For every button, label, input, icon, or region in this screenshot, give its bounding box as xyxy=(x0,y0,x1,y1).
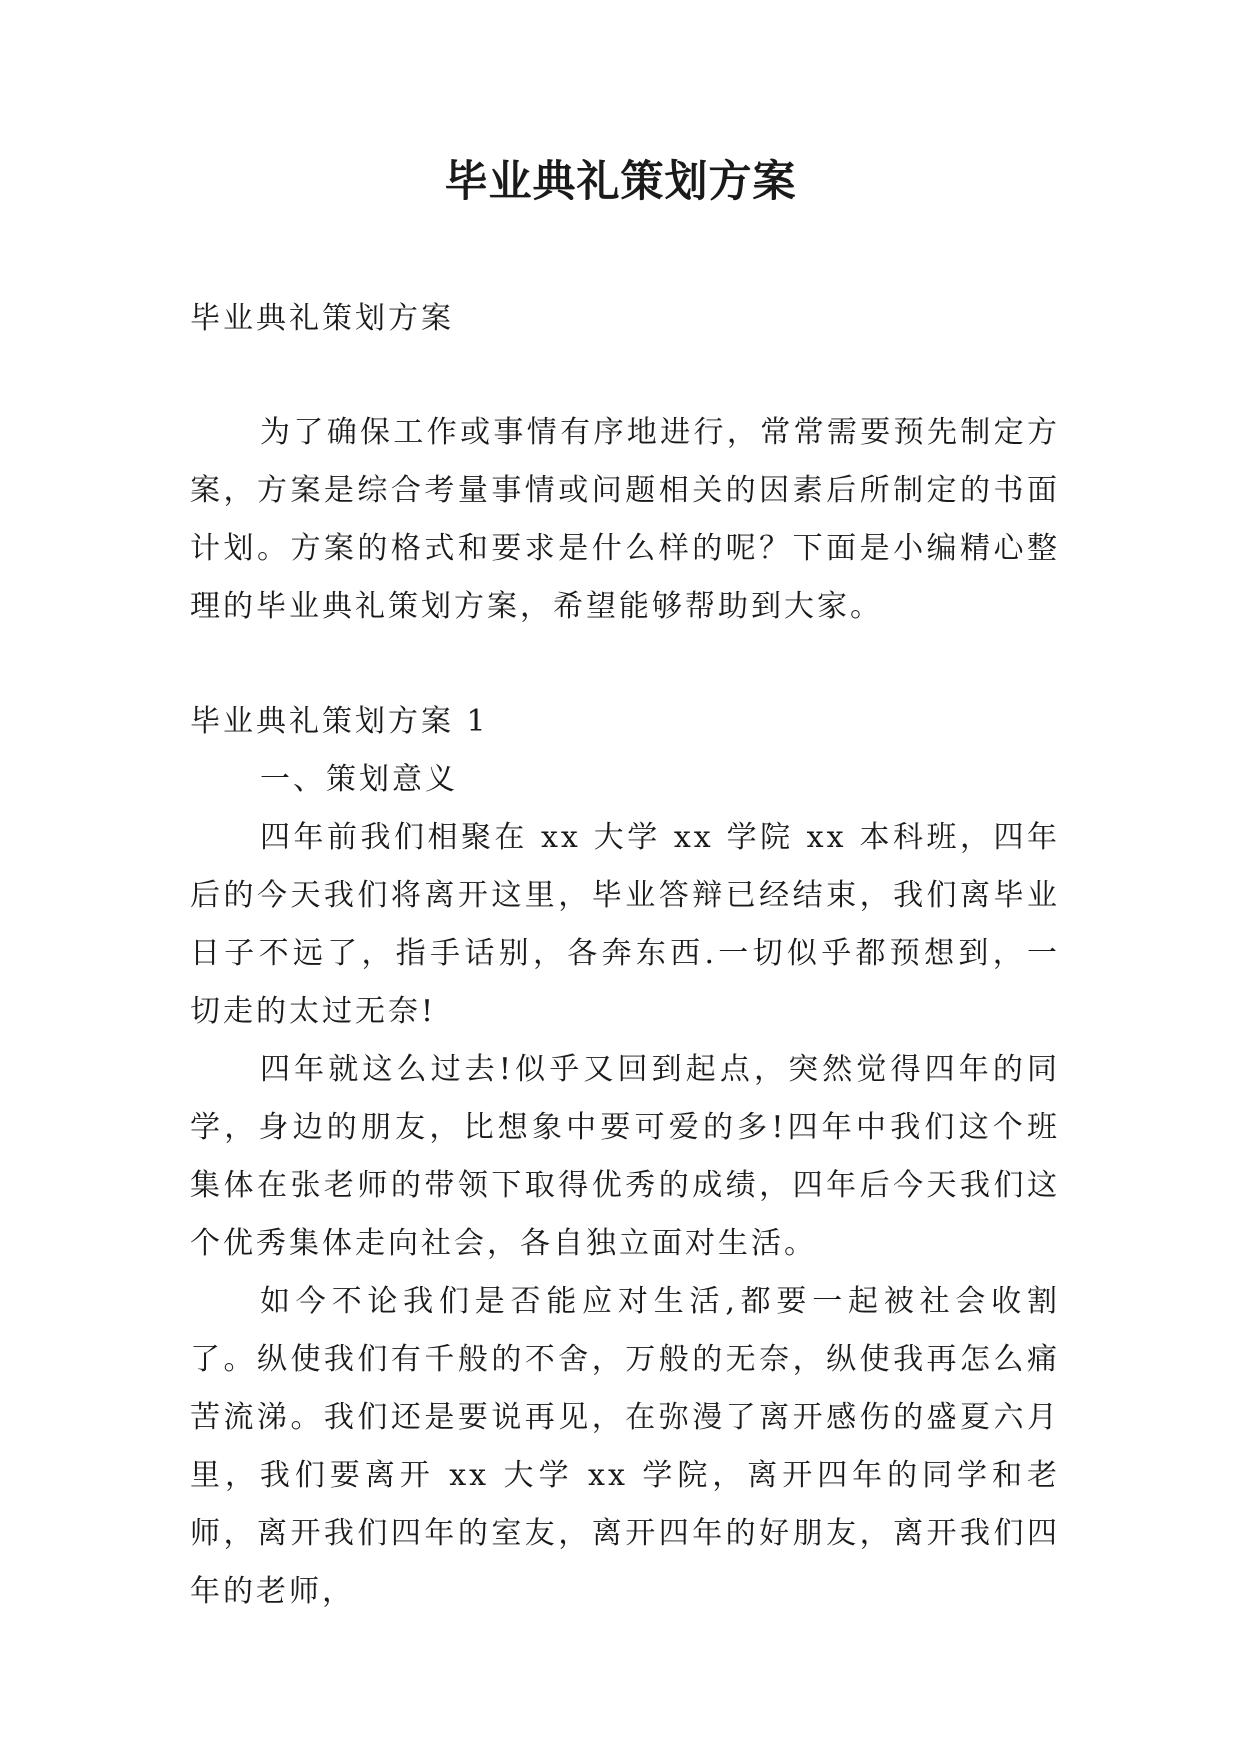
body-paragraph: 四年前我们相聚在 xx 大学 xx 学院 xx 本科班，四年后的今天我们将离开这里，毕业答辩已经结束，我们离毕业日子不远了，指手话别，各奔东西.一切似乎都预想到，一切走的太过无奈! xyxy=(190,820,1060,1029)
section-title: 毕业典礼策划方案 1 xyxy=(190,704,489,739)
intro-paragraph: 为了确保工作或事情有序地进行，常常需要预先制定方案，方案是综合考量事情或问题相关的因素后所制定的书面计划。方案的格式和要求是什么样的呢？下面是小编精心整理的毕业典礼策划方案，希望能够帮助到大家。 xyxy=(190,415,1060,624)
body-paragraph: 四年就这么过去!似乎又回到起点，突然觉得四年的同学，身边的朋友，比想象中要可爱的多!四年中我们这个班集体在张老师的带领下取得优秀的成绩，四年后今天我们这个优秀集体走向社会，各自独立面对生活。 xyxy=(190,1052,1060,1261)
document-title: 毕业典礼策划方案 xyxy=(444,157,797,207)
body-paragraph: 如今不论我们是否能应对生活,都要一起被社会收割了。纵使我们有千般的不舍，万般的无奈，纵使我再怎么痛苦流涕。我们还是要说再见，在弥漫了离开感伤的盛夏六月里，我们要离开 xx 大学 xx 学院，离开四年的同学和老师，离开我们四年的室友，离开四年的好朋友，离开我们四年的老师， xyxy=(190,1284,1060,1609)
section-heading: 一、策划意义 xyxy=(260,762,458,797)
document-subtitle: 毕业典礼策划方案 xyxy=(190,301,454,336)
